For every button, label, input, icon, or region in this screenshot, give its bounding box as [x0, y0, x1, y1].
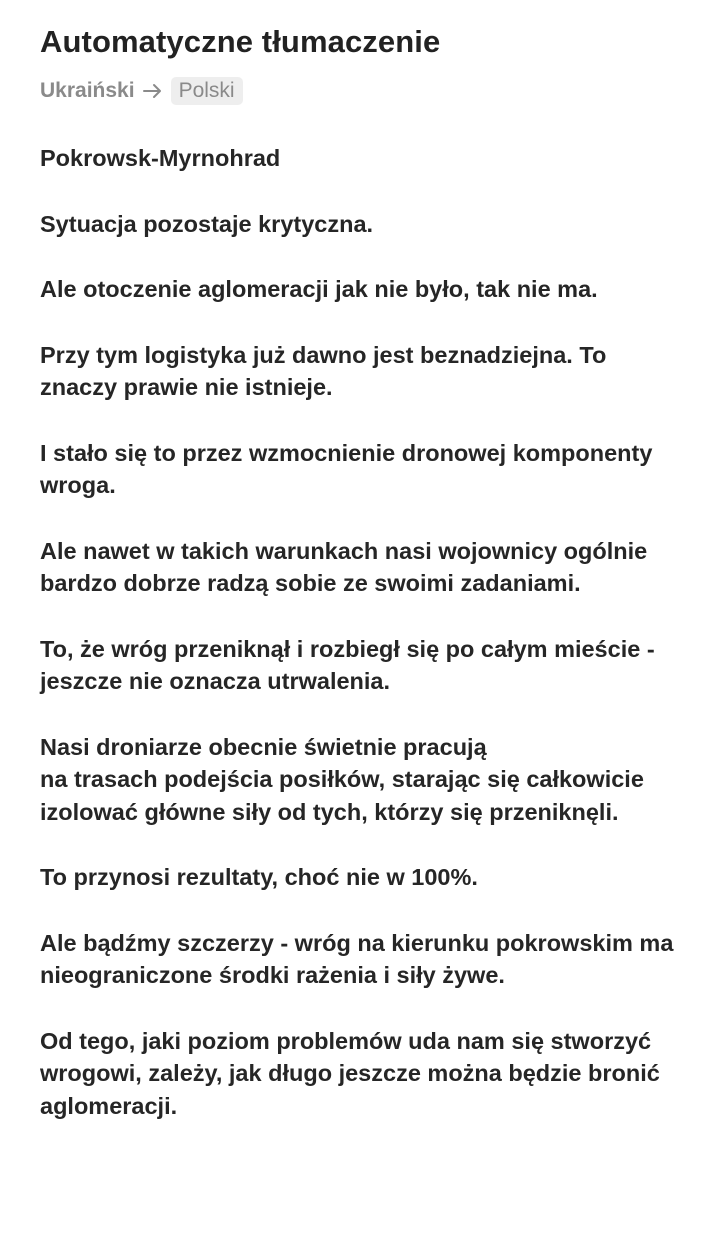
- paragraph-heading: Pokrowsk-Myrnohrad: [40, 145, 281, 171]
- paragraph: I stało się to przez wzmocnienie dronowej komponenty wroga.: [40, 439, 653, 498]
- translated-text: [40, 142, 680, 1122]
- arrow-right-icon: [143, 83, 163, 99]
- source-language[interactable]: Ukraiński: [40, 79, 135, 102]
- paragraph: Ale otoczenie aglomeracji jak nie było, tak nie ma.: [40, 276, 598, 302]
- page-title: Automatyczne tłumaczenie: [40, 24, 441, 59]
- paragraph: Ale bądźmy szczerzy - wróg na kierunku pokrowskim ma nieograniczone środki rażenia i siły żywe.: [40, 929, 674, 988]
- paragraph: To przynosi rezultaty, choć nie w 100%.: [40, 864, 478, 890]
- paragraph: Ale nawet w takich warunkach nasi wojownicy ogólnie bardzo dobrze radzą sobie ze swoimi zadaniami.: [40, 537, 648, 596]
- paragraph: Od tego, jaki poziom problemów uda nam się stworzyć wrogowi, zależy, jak długo jeszcze można będzie bronić aglomeracji.: [40, 1027, 660, 1119]
- language-pair: [40, 76, 680, 106]
- paragraph: Nasi droniarze obecnie świetnie pracują na trasach podejścia posiłków, starając się całkowicie izolować główne siły od tych, którzy się przeniknęli.: [40, 733, 644, 825]
- paragraph: Sytuacja pozostaje krytyczna.: [40, 210, 374, 237]
- target-language-button[interactable]: Polski: [171, 77, 243, 105]
- paragraph: To, że wróg przeniknął i rozbiegł się po całym mieście - jeszcze nie oznacza utrwalenia.: [40, 635, 655, 694]
- paragraph: Przy tym logistyka już dawno jest beznadziejna. To znaczy prawie nie istnieje.: [40, 341, 607, 400]
